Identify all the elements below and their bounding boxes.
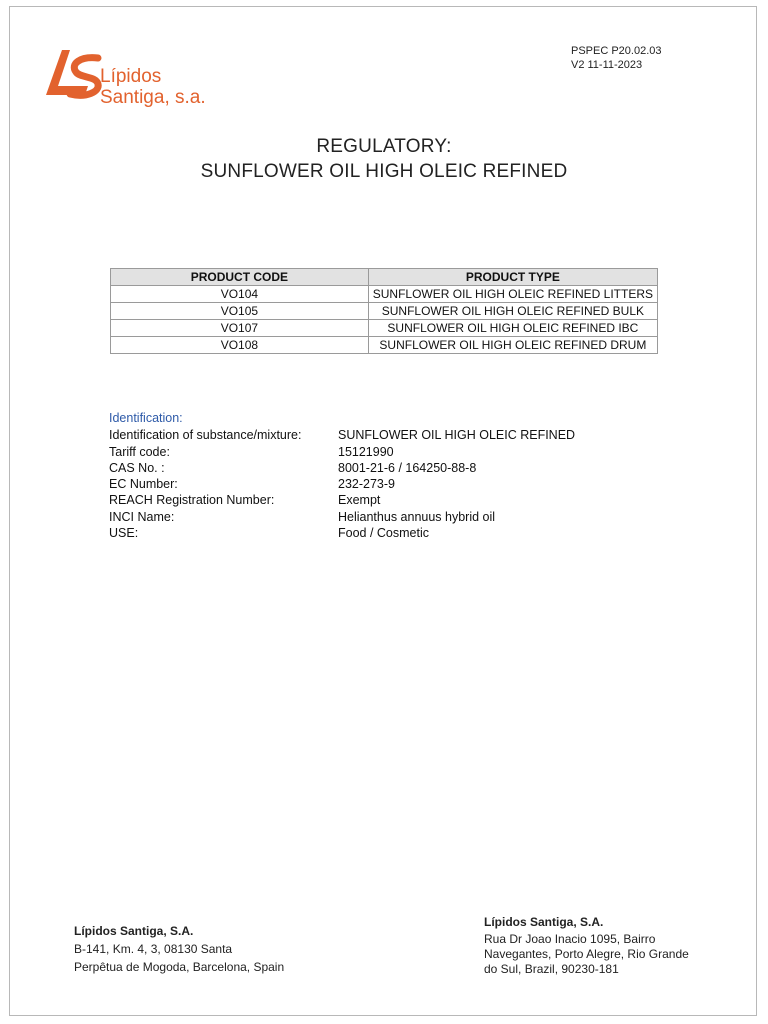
identification-value: 15121990	[338, 444, 394, 459]
column-header-product-code: PRODUCT CODE	[111, 269, 369, 286]
table-row	[111, 286, 658, 303]
column-header-product-type: PRODUCT TYPE	[368, 269, 657, 286]
logo-text-line2: Santiga, s.a.	[100, 87, 206, 108]
table-row	[111, 337, 658, 354]
product-code-cell: VO108	[111, 337, 369, 354]
lipidos-santiga-logo-mark	[40, 46, 230, 108]
identification-label: REACH Registration Number:	[109, 493, 275, 508]
footer-company-name: Lípidos Santiga, S.A.	[74, 924, 194, 938]
product-code-cell: VO107	[111, 320, 369, 337]
identification-label: USE:	[109, 526, 139, 541]
title-line1: REGULATORY:	[316, 136, 452, 157]
product-table	[110, 268, 658, 354]
footer-address-line: do Sul, Brazil, 90230-181	[484, 962, 619, 976]
table-row	[111, 320, 658, 337]
identification-row	[109, 444, 575, 460]
identification-label: Identification of substance/mixture:	[109, 428, 302, 443]
identification-label: EC Number:	[109, 477, 178, 492]
identification-value: Food / Cosmetic	[338, 526, 430, 541]
identification-row	[109, 460, 575, 476]
identification-value: 232-273-9	[338, 477, 395, 492]
identification-row	[109, 509, 575, 525]
product-type-cell: SUNFLOWER OIL HIGH OLEIC REFINED IBC	[368, 320, 657, 337]
footer-address-line: Navegantes, Porto Alegre, Rio Grande	[484, 947, 689, 961]
document-version: V2 11-11-2023	[571, 59, 643, 71]
footer-address-line: Rua Dr Joao Inacio 1095, Bairro	[484, 932, 656, 946]
footer-address-line: B-141, Km. 4, 3, 08130 Santa	[74, 942, 233, 956]
table-header-row	[111, 269, 658, 286]
product-type-cell: SUNFLOWER OIL HIGH OLEIC REFINED LITTERS	[368, 286, 657, 303]
footer-address-brazil	[484, 915, 689, 977]
document-meta	[571, 44, 662, 72]
identification-row	[109, 525, 575, 541]
identification-section	[109, 410, 575, 541]
product-type-cell: SUNFLOWER OIL HIGH OLEIC REFINED DRUM	[368, 337, 657, 354]
identification-value: SUNFLOWER OIL HIGH OLEIC REFINED	[338, 428, 576, 443]
product-code-cell: VO104	[111, 286, 369, 303]
identification-row	[109, 492, 575, 508]
company-logo	[40, 46, 230, 108]
title-line2: SUNFLOWER OIL HIGH OLEIC REFINED	[200, 161, 568, 182]
identification-value: Helianthus annuus hybrid oil	[338, 509, 496, 524]
identification-heading: Identification:	[109, 411, 183, 425]
identification-value: 8001-21-6 / 164250-88-8	[338, 460, 477, 475]
footer-address-line: Perpêtua de Mogoda, Barcelona, Spain	[74, 960, 285, 974]
identification-value: Exempt	[338, 493, 381, 508]
identification-label: Tariff code:	[109, 444, 170, 459]
identification-label: CAS No. :	[109, 460, 165, 475]
logo-text-line1: Lípidos	[100, 66, 162, 87]
table-row	[111, 303, 658, 320]
document-title	[0, 134, 768, 184]
identification-label: INCI Name:	[109, 509, 175, 524]
identification-row	[109, 476, 575, 492]
footer-address-spain	[74, 922, 284, 976]
identification-row	[109, 427, 575, 443]
document-code: PSPEC P20.02.03	[571, 45, 662, 57]
product-code-cell: VO105	[111, 303, 369, 320]
product-type-cell: SUNFLOWER OIL HIGH OLEIC REFINED BULK	[368, 303, 657, 320]
footer-company-name: Lípidos Santiga, S.A.	[484, 915, 604, 929]
